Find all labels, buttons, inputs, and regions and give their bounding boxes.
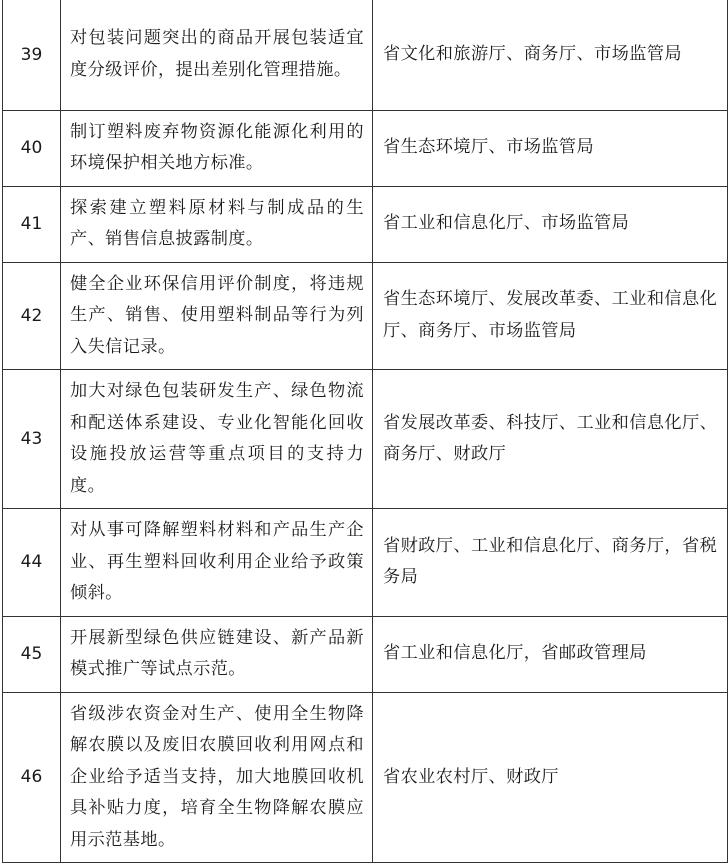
task-measure: 健全企业环保信用评价制度，将违规生产、销售、使用塑料制品等行为列入失信记录。	[61, 262, 373, 370]
table-row-40	[3, 110, 728, 186]
policy-task-table	[2, 0, 728, 863]
task-measure: 探索建立塑料原材料与制成品的生产、销售信息披露制度。	[61, 186, 373, 262]
row-number: 44	[3, 509, 61, 617]
responsible-departments: 省发展改革委、科技厅、工业和信息化厅、商务厅、财政厅	[373, 370, 728, 509]
row-number: 39	[3, 0, 61, 110]
table-row-43	[3, 370, 728, 509]
responsible-departments: 省工业和信息化厅，省邮政管理局	[373, 616, 728, 692]
row-number: 43	[3, 370, 61, 509]
responsible-departments: 省生态环境厅、市场监管局	[373, 110, 728, 186]
task-measure: 对从事可降解塑料材料和产品生产企业、再生塑料回收利用企业给予政策倾斜。	[61, 509, 373, 617]
table-row-46	[3, 692, 728, 863]
task-measure: 加大对绿色包装研发生产、绿色物流和配送体系建设、专业化智能化回收设施投放运营等重点项目的支持力度。	[61, 370, 373, 509]
row-number: 46	[3, 692, 61, 863]
responsible-departments: 省财政厅、工业和信息化厅、商务厅，省税务局	[373, 509, 728, 617]
responsible-departments: 省工业和信息化厅、市场监管局	[373, 186, 728, 262]
row-number: 40	[3, 110, 61, 186]
row-number: 41	[3, 186, 61, 262]
table-row-41	[3, 186, 728, 262]
table-row-42	[3, 262, 728, 370]
table-row-45	[3, 616, 728, 692]
table-row-39	[3, 0, 728, 110]
responsible-departments: 省生态环境厅、发展改革委、工业和信息化厅、商务厅、市场监管局	[373, 262, 728, 370]
responsible-departments: 省文化和旅游厅、商务厅、市场监管局	[373, 0, 728, 110]
task-measure: 制订塑料废弃物资源化能源化利用的环境保护相关地方标准。	[61, 110, 373, 186]
task-measure: 省级涉农资金对生产、使用全生物降解农膜以及废旧农膜回收利用网点和企业给予适当支持，加大地膜回收机具补贴力度，培育全生物降解农膜应用示范基地。	[61, 692, 373, 863]
row-number: 45	[3, 616, 61, 692]
responsible-departments: 省农业农村厅、财政厅	[373, 692, 728, 863]
task-measure: 开展新型绿色供应链建设、新产品新模式推广等试点示范。	[61, 616, 373, 692]
task-measure: 对包装问题突出的商品开展包装适宜度分级评价，提出差别化管理措施。	[61, 0, 373, 110]
table-row-44	[3, 509, 728, 617]
row-number: 42	[3, 262, 61, 370]
